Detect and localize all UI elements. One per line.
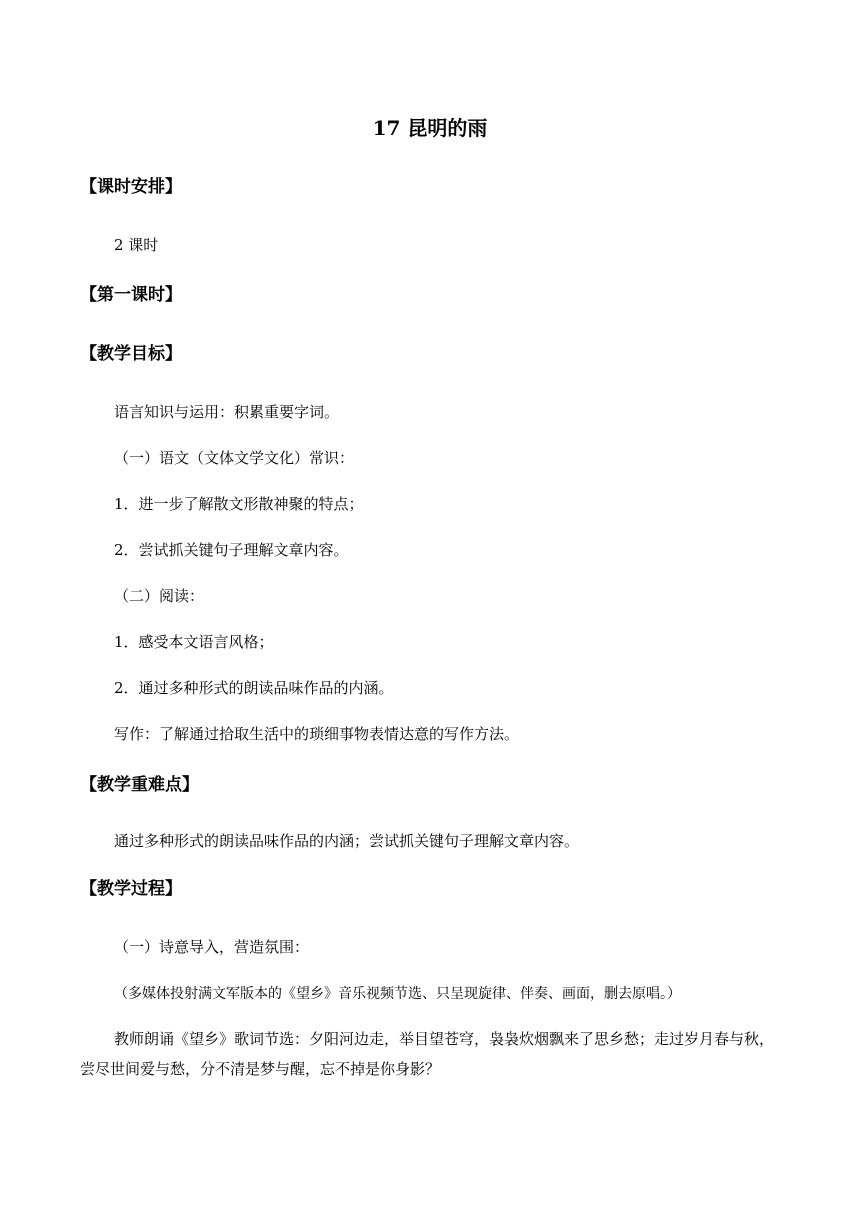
section-heading-goals: 【教学目标】 — [80, 344, 182, 364]
document-title: 17 昆明的雨 — [372, 116, 488, 140]
process-item: （一）诗意导入，营造氛围： — [114, 938, 310, 956]
section-heading-process: 【教学过程】 — [80, 879, 182, 899]
goal-item: 1．感受本文语言风格； — [114, 633, 274, 651]
section-heading-first-lesson: 【第一课时】 — [80, 285, 182, 305]
section-heading-key-points: 【教学重难点】 — [80, 775, 199, 795]
process-item: （多媒体投射满文军版本的《望乡》音乐视频节选、只呈现旋律、伴奏、画面，删去原唱。） — [114, 986, 681, 1002]
goal-item: 1．进一步了解散文形散神聚的特点； — [114, 495, 364, 513]
goal-item: 2．尝试抓关键句子理解文章内容。 — [114, 541, 349, 559]
section-heading-schedule: 【课时安排】 — [80, 177, 182, 197]
goal-item: （一）语文（文体文学文化）常识： — [114, 449, 355, 467]
goal-item: 写作：了解通过拾取生活中的琐细事物表情达意的写作方法。 — [114, 725, 520, 743]
process-item: 教师朗诵《望乡》歌词节选：夕阳河边走，举目望苍穹，袅袅炊烟飘来了思乡愁；走过岁月春与秋，尝尽世间爱与愁，分不清是梦与醒，忘不掉是你身影？ — [80, 1030, 775, 1078]
goal-item: 2．通过多种形式的朗读品味作品的内涵。 — [114, 679, 394, 697]
key-points-text: 通过多种形式的朗读品味作品的内涵；尝试抓关键句子理解文章内容。 — [114, 832, 580, 850]
schedule-text: 2 课时 — [114, 236, 159, 254]
goal-item: （二）阅读： — [114, 587, 205, 605]
goal-item: 语言知识与运用：积累重要字词。 — [114, 403, 340, 421]
